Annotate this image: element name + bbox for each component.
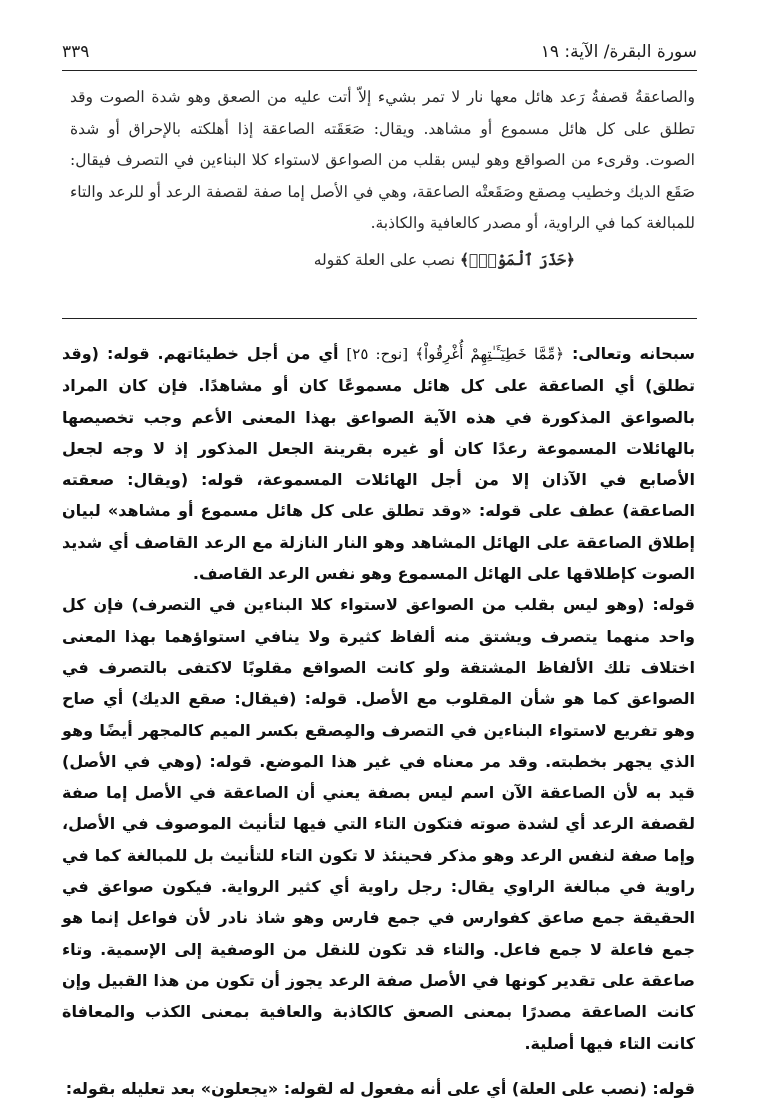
commentary-text-run: (فيقال: صقع الديك) أي صاح وهو تفريع لاستواء البناءين في التصرف والمِصقع بكسر الميم كالمجهر أيضًا وهو الذي يجهر بخطبته. وقد مر معناه في غير هذا الموضع. — [62, 689, 695, 771]
commentary-text-run: (وقد تطلق) أي الصاعقة على كل هائل مسموعًا كان أو مشاهدًا. فإن كان المراد بالصواعق المذكورة في هذه الآية الصواعق بهذا المعنى الأعم وجب تخصيصها بالهائلات المسموعة رعدًا كان أو غيره بقرينة الجعل المذكور إذ لا وجه لجعل الأصابع في الآذان إلا من أجل الهائلات المسموعة، — [62, 344, 695, 490]
qawluhu-keyword: قوله: — [304, 689, 348, 709]
running-header — [62, 38, 697, 68]
commentary-text-run: (وهي في الأصل) قيد به لأن الصاعقة الآن اسم ليس بصفة يعني أن الصاعقة في الأصل إما صفة لقصفة الرعد أي لشدة صوته فتكون التاء التي فيها لتأنيث الموصوف في الأصل، وإما صفة لنفس الرعد وهو مذكر فحينئذ لا تكون التاء للتأنيث بل للمبالغة كما في راوية في مبالغة الراوي يقال: رجل راوية أي كثير الرواية. فيكون صواعق في الحقيقة جمع صاعق كفوارس في جمع فارس وهو شاذ نادر لأن فواعل إنما هو جمع فاعلة لا جمع فاعل. والتاء قد تكون للنقل من الوصفية إلى الإسمية. وتاء صاعقة على تقدير كونها في الأصل صفة الرعد يجوز أن تكون من هذا القبيل وإن كانت الصاعقة مصدرًا بمعنى الصعق كالكاذبة والعافية بمعنى الكذب والمعافاة كانت التاء فيها أصلية. — [62, 751, 695, 1053]
commentary-text-run: (نصب على العلة) أي على أنه مفعول له لقوله: «يجعلون» بعد تعليله بقوله: — [65, 1078, 647, 1098]
commentary-paragraph-2 — [62, 589, 695, 1058]
header-divider — [62, 70, 697, 71]
commentary-paragraph-3 — [62, 1073, 695, 1104]
quran-citation: ﴿مِّمَّا خَطِيٓـَٔـٰتِهِمْ أُغْرِقُواْ﴾ [نوح: ٢٥] — [346, 345, 565, 363]
commentary-divider — [62, 318, 697, 319]
surah-title: سورة البقرة/ الآية: ١٩ — [540, 42, 697, 62]
main-text — [70, 82, 695, 276]
commentary-text-run: سبحانه وتعالى: — [571, 344, 696, 363]
qawluhu-keyword: قوله: — [209, 751, 253, 771]
qawluhu-keyword: قوله: — [652, 1078, 695, 1098]
qawluhu-keyword: قوله: — [652, 595, 695, 615]
matn-quran-line — [70, 244, 695, 277]
commentary-paragraph-1 — [62, 338, 695, 589]
quran-phrase: ﴿حَذَرَ ٱلْمَوْتِۚ﴾ — [459, 249, 575, 269]
commentary-text-run: أي من أجل خطيئاتهم. — [157, 344, 339, 363]
matn-paragraph: والصاعقةُ قصفةُ رَعد هائل معها نار لا تمر بشيء إلاّ أتت عليه من الصعق وهو شدة الصوت وقد تطلق على كل هائل مسموع أو مشاهد. ويقال: صَعَقَته الصاعقة إذا أهلكته بالإحراق أو شدة الصوت. وقرىء من الصواقع وهو ليس بقلب من الصواعق لاستواء كلا البناءين في التصرف فيقال: صَقَع الديك وخطيب مِصقع وصَقَعتْه الصاعقة، وهي في الأصل إما صفة لقصفة الرعد أو للرعد والتاء للمبالغة كما في الراوية، أو مصدر كالعافية والكاذبة. — [70, 88, 695, 232]
page-number: ٣٣٩ — [62, 42, 90, 62]
matn-after-quran: نصب على العلة كقوله — [313, 250, 456, 269]
commentary-text — [62, 338, 695, 1104]
qawluhu-keyword: قوله: — [106, 344, 150, 363]
commentary-text-run: (وهو ليس بقلب من الصواعق لاستواء كلا البناءين في التصرف) فإن كل واحد منهما يتصرف ويشتق منه ألفاظ كثيرة ولا ينافي استواؤهما بهذا المعنى اختلاف تلك الألفاظ المشتقة ولو كانت الصواقع مقلوبًا لاكتفى بالتصرف في الصواعق كما هو شأن المقلوب مع الأصل. — [62, 595, 695, 709]
qawluhu-keyword: قوله: — [201, 470, 244, 490]
commentary-text-run: (ويقال: صعقته الصاعقة) عطف على قوله: «وقد تطلق على كل هائل مسموع أو مشاهد» لبيان إطلاق الصاعقة على الهائل المشاهد وهو النار النازلة مع الرعد القاصف أي شديد الصوت كإطلاقها على الهائل المسموع وهو نفس الرعد القاصف. — [62, 470, 695, 584]
